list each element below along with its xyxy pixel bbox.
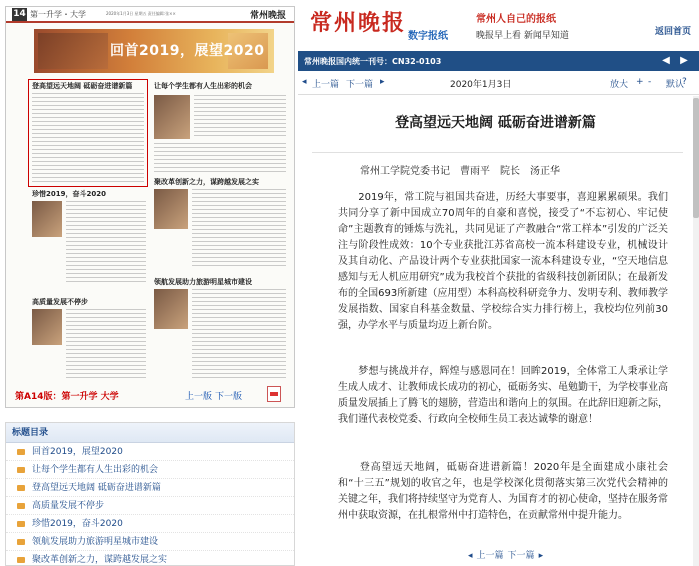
banner-photo xyxy=(38,33,108,69)
newspaper-page-image[interactable] xyxy=(5,6,295,408)
newspaper-headline-2[interactable]: 让每个学生都有人生出彩的机会 xyxy=(154,82,252,90)
toc-item[interactable] xyxy=(6,479,294,497)
newspaper-text-block xyxy=(32,93,144,183)
article-paragraph: 登高望远天地阔，砥砺奋进谱新篇！2020年是全面建成小康社会和“十三五”规划的收官之年，也是学校深化贯彻落实第三次党代会精神的关键之年，我们将持续坚守为党育人、为国育才的初心使命，坚持在服务常州中获取资源，在扎根常州中打造特色，在贡献常州中提升能力。 xyxy=(338,462,668,521)
newspaper-meta: 2020年1月3日 星期五 责任编辑:张×× xyxy=(106,11,176,16)
next-arrow-icon: ▸ xyxy=(380,77,385,87)
newspaper-headline-4[interactable]: 珍惜2019，奋斗2020 xyxy=(32,190,106,198)
article-paragraph: 梦想与挑战并存，辉煌与感恩同在！回眸2019，全体常工人秉承让学生成人成才、让教师成长成功的初心，砥砺务实、黾勉勤干，为学校事业高质量发展插上了腾飞的翅膀，营造出和谐向上的氛围。在此辞旧迎新之际，我们谨代表校党委、行政向全校师生员工表达诚挚的谢意！ xyxy=(338,366,668,425)
zoom-out-button[interactable]: - xyxy=(648,77,652,87)
publication-number: 常州晚报国内统一刊号：CN32-0103 xyxy=(304,57,442,66)
zoom-label: 放大 xyxy=(610,80,629,90)
page-navigation-bar xyxy=(5,386,295,404)
toc-item-label: 登高望远天地阔 砥砺奋进谱新篇 xyxy=(32,483,161,493)
toc-item-label: 高质量发展不停步 xyxy=(32,501,105,511)
newspaper-photo xyxy=(154,289,188,329)
divider xyxy=(312,152,683,153)
newspaper-pane xyxy=(0,0,298,566)
newspaper-headline-3[interactable]: 聚改革创新之力，谋跨越发展之实 xyxy=(154,178,259,186)
banner-title: 回首2019，展望2020 xyxy=(110,43,265,59)
info-bar xyxy=(298,51,699,71)
bottom-prev-link[interactable]: 上一篇 xyxy=(476,551,504,561)
arrow-right-icon[interactable]: ▶ xyxy=(680,55,688,66)
newspaper-logo: 常州晚报 xyxy=(249,11,286,21)
zoom-default-button[interactable]: 默认 xyxy=(666,80,685,90)
bullet-icon xyxy=(17,557,25,563)
bottom-article-nav xyxy=(468,548,547,561)
article-author: 常州工学院党委书记 曹雨平 院长 汤正华 xyxy=(360,166,560,177)
newspaper-headline-1[interactable]: 登高望远天地阔 砥砺奋进谱新篇 xyxy=(32,82,133,90)
prev-arrow-icon: ◂ xyxy=(302,77,307,87)
bullet-icon xyxy=(17,539,25,545)
toc-item[interactable] xyxy=(6,533,294,551)
newspaper-headline-5[interactable]: 领航发展助力旅游明星城市建设 xyxy=(154,278,252,286)
newspaper-photo xyxy=(32,309,62,345)
bullet-icon xyxy=(17,521,25,527)
slogan-secondary: 晚报早上看 新闻早知道 xyxy=(476,31,569,41)
digital-edition-label: 数字报纸 xyxy=(408,31,448,42)
newspaper-page-number: 14 xyxy=(13,9,26,19)
toc-item-label: 领航发展助力旅游明星城市建设 xyxy=(32,537,159,547)
toc-item-label: 聚改革创新之力，谋跨越发展之实 xyxy=(32,555,168,565)
bullet-icon xyxy=(17,449,25,455)
toc-item[interactable] xyxy=(6,515,294,533)
newspaper-text-block xyxy=(194,95,286,139)
newspaper-header xyxy=(6,7,294,23)
page-label: 第A14版：第一升学 大学 xyxy=(15,392,119,402)
slogan-primary: 常州人自己的报纸 xyxy=(476,14,556,25)
toc-item-label: 回首2019，展望2020 xyxy=(32,447,123,457)
pdf-icon[interactable] xyxy=(267,386,281,402)
prev-article-link[interactable]: 上一篇 xyxy=(312,80,340,90)
site-logo[interactable]: 常州晚报 xyxy=(310,10,407,36)
newspaper-text-block xyxy=(154,143,286,173)
newspaper-headline-6[interactable]: 高质量发展不停步 xyxy=(32,298,88,306)
newspaper-photo xyxy=(154,95,190,139)
toc-item-label: 让每个学生都有人生出彩的机会 xyxy=(32,465,159,475)
return-home-link[interactable]: 返回首页 xyxy=(654,27,691,37)
toc-item[interactable] xyxy=(6,461,294,479)
next-arrow-icon: ▸ xyxy=(538,551,544,561)
toc-item[interactable] xyxy=(6,443,294,461)
prev-page-link[interactable]: 上一版 xyxy=(185,392,213,402)
toc-title: 标题目录 xyxy=(6,423,294,443)
article-title: 登高望远天地阔 砥砺奋进谱新篇 xyxy=(395,115,596,131)
edition-date: 2020年1月3日 xyxy=(450,80,512,90)
next-page-link[interactable]: 下一版 xyxy=(215,392,243,402)
scrollbar-thumb[interactable] xyxy=(693,98,699,218)
bullet-icon xyxy=(17,503,25,509)
next-article-link[interactable]: 下一篇 xyxy=(346,80,374,90)
title-directory xyxy=(5,422,295,566)
newspaper-text-block xyxy=(66,309,146,381)
help-icon[interactable]: ? xyxy=(682,77,687,87)
bullet-icon xyxy=(17,485,25,491)
bullet-icon xyxy=(17,467,25,473)
toc-item[interactable] xyxy=(6,551,294,566)
newspaper-text-block xyxy=(192,189,286,269)
arrow-left-icon[interactable]: ◀ xyxy=(662,55,670,66)
newspaper-section: 第一升学・大学 xyxy=(30,10,86,19)
bottom-next-link[interactable]: 下一篇 xyxy=(507,551,535,561)
site-header xyxy=(298,0,699,51)
article-toolbar xyxy=(298,71,699,95)
newspaper-text-block xyxy=(192,289,286,379)
article-paragraph: 2019年，常工院与祖国共奋进，历经大事要事，喜迎累累硕果。我们共同分享了新中国成立70周年的自豪和喜悦，接受了“不忘初心、牢记使命”主题教育的锤炼与洗礼，共同见证了产教融合“常工样本”引发的广泛关注与阶段性成效：10个专业获批江苏省高校一流本科建设专业，机械设计及其自动化、产品设计两个专业获批国家一流本科建设专业，“空天地信息感知与无人机应用研究”成为我校首个获批的省级科技创新团队；在最新发布的全国693所新建（应用型）本科高校科研竞争力、发明专利、教师教学发展指数、国家自科基金数量、学校综合实力排行榜上，我校均位列前30强，办学水平与质量均迈上新台阶。 xyxy=(338,192,668,331)
prev-arrow-icon: ◂ xyxy=(468,551,473,561)
reader-pane xyxy=(298,0,699,566)
zoom-in-button[interactable]: + xyxy=(636,77,644,87)
article-body xyxy=(298,96,693,566)
newspaper-photo xyxy=(154,189,188,229)
toc-item-label: 珍惜2019，奋斗2020 xyxy=(32,519,123,529)
toc-item[interactable] xyxy=(6,497,294,515)
newspaper-banner xyxy=(34,29,274,73)
newspaper-text-block xyxy=(66,201,146,285)
newspaper-photo xyxy=(32,201,62,237)
